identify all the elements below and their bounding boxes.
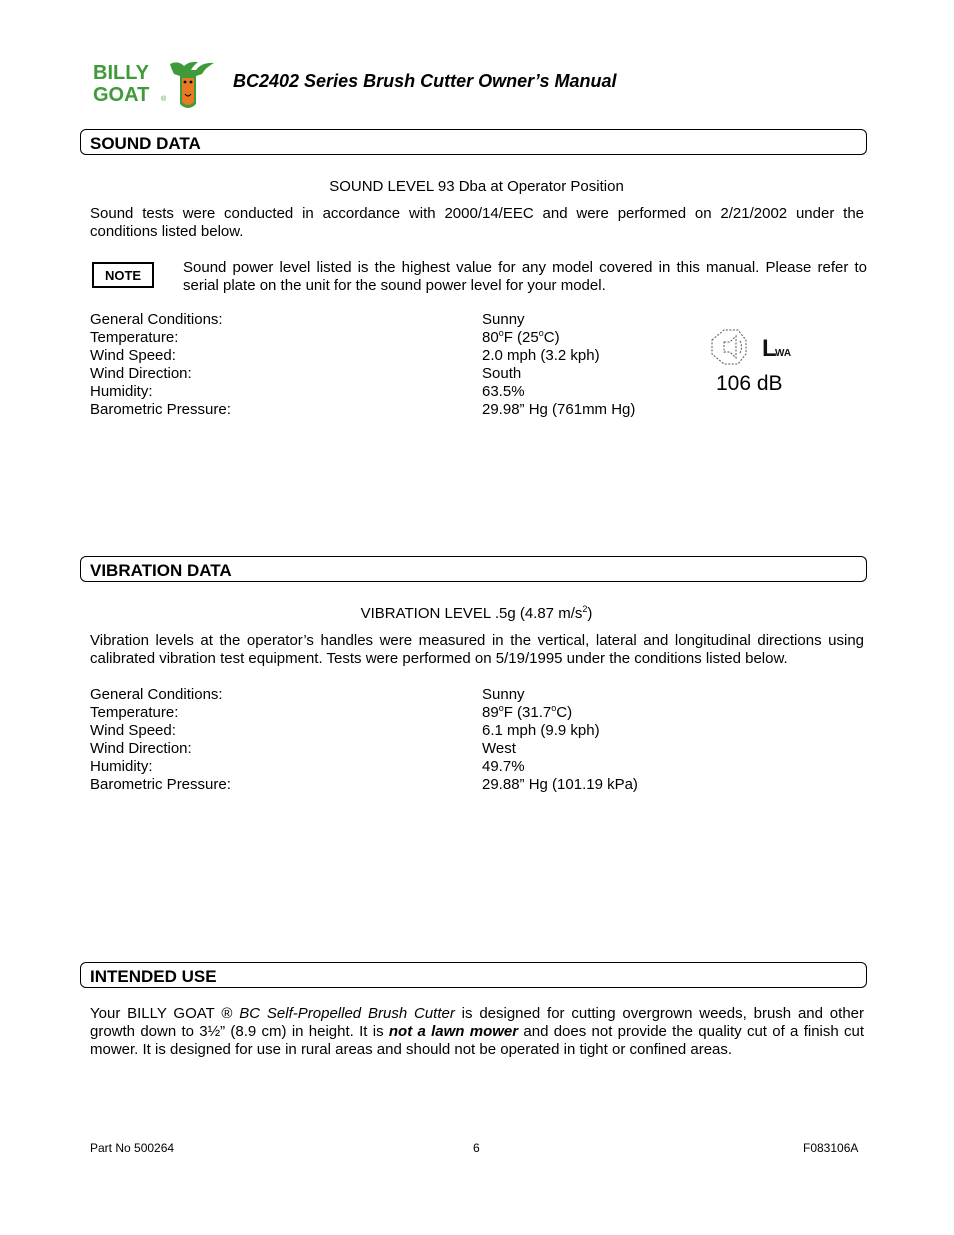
list-item — [90, 722, 710, 740]
sound-data-section-header — [80, 129, 867, 155]
condition-label: Humidity: — [90, 758, 153, 775]
vibration-data-heading: VIBRATION DATA — [90, 561, 232, 580]
list-item — [90, 311, 710, 329]
speaker-icon — [712, 330, 746, 364]
not-a-lawn-mower-warning: not a lawn mower — [388, 1023, 519, 1040]
temperature-unit: C) — [543, 329, 560, 346]
condition-value: South — [482, 365, 522, 382]
condition-label: Wind Direction: — [90, 365, 192, 382]
logo-text-billy: BILLY — [93, 62, 149, 84]
product-name: BC Self-Propelled Brush Cutter — [239, 1005, 455, 1022]
footer-form-number: F083106A — [803, 1141, 859, 1155]
degree-symbol: o — [551, 703, 557, 713]
condition-value: 49.7% — [482, 758, 525, 775]
billy-goat-logo — [92, 58, 218, 112]
logo-text-goat: GOAT — [93, 84, 150, 106]
sound-level-line: SOUND LEVEL 93 Dba at Operator Position — [329, 178, 624, 195]
list-item — [90, 686, 710, 704]
condition-value: 2.0 mph (3.2 kph) — [482, 347, 600, 364]
list-item — [90, 365, 710, 383]
intended-use-heading: INTENDED USE — [90, 967, 217, 986]
temperature-celsius: F (31.7 — [503, 704, 552, 721]
sound-intro-paragraph: Sound tests were conducted in accordance with 2000/14/EEC and were performed on 2/21/2002 under the conditions listed below. — [90, 205, 864, 240]
condition-label: Temperature: — [90, 329, 179, 346]
intended-use-text-1: Your BILLY GOAT ® — [90, 1005, 240, 1022]
condition-label: Barometric Pressure: — [90, 776, 231, 793]
condition-label: Temperature: — [90, 704, 179, 721]
footer-part-number: Part No 500264 — [90, 1141, 175, 1155]
list-item — [90, 383, 710, 401]
degree-symbol: o — [498, 328, 504, 338]
list-item — [90, 704, 710, 722]
intended-use-section-header — [80, 962, 867, 988]
condition-value: 63.5% — [482, 383, 525, 400]
sound-data-heading: SOUND DATA — [90, 134, 201, 153]
document-title: BC2402 Series Brush Cutter Owner’s Manual — [233, 71, 617, 91]
temperature-celsius: F (25 — [503, 329, 539, 346]
lwa-subscript: WA — [775, 348, 792, 359]
condition-value — [482, 704, 572, 722]
condition-value: West — [482, 740, 516, 757]
intended-use-paragraph — [90, 1005, 864, 1059]
footer-page-number: 6 — [473, 1141, 480, 1155]
note-text: Sound power level listed is the highest value for any model covered in this manual. Please refer to serial plate on the unit for the sound power level for your model. — [183, 259, 867, 294]
condition-value: 6.1 mph (9.9 kph) — [482, 722, 600, 739]
vibration-data-section-header — [80, 556, 867, 582]
condition-label: General Conditions: — [90, 311, 223, 328]
temperature-fahrenheit: 89 — [482, 704, 499, 721]
degree-symbol: o — [498, 703, 504, 713]
degree-symbol: o — [538, 328, 544, 338]
lwa-l: L — [762, 335, 777, 362]
sound-power-value: 106 dB — [716, 372, 783, 395]
list-item — [90, 776, 710, 794]
condition-label: Barometric Pressure: — [90, 401, 231, 418]
condition-value — [482, 329, 560, 347]
temperature-unit: C) — [556, 704, 573, 721]
vibration-intro-paragraph: Vibration levels at the operator’s handles were measured in the vertical, lateral and longitudinal directions using calibrated vibration test equipment. Tests were performed on 5/19/1995 under the conditions listed below. — [90, 632, 864, 667]
list-item — [90, 329, 710, 347]
sound-conditions-list — [90, 311, 710, 419]
vibration-level-close: ) — [587, 605, 593, 622]
intended-use-text-2: is designed for cutting overgrown weeds, brush and other growth down to 3½” (8.9 cm) in height. It is — [90, 1005, 864, 1040]
temperature-fahrenheit: 80 — [482, 329, 499, 346]
condition-label: Wind Speed: — [90, 347, 176, 364]
condition-value: Sunny — [482, 311, 525, 328]
condition-label: Wind Direction: — [90, 740, 192, 757]
condition-value: 29.98” Hg (761mm Hg) — [482, 401, 636, 418]
list-item — [90, 740, 710, 758]
condition-value: Sunny — [482, 686, 525, 703]
condition-label: Humidity: — [90, 383, 153, 400]
vibration-level-text: VIBRATION LEVEL .5g (4.87 m/s — [360, 605, 583, 622]
note-badge: NOTE — [92, 262, 154, 288]
condition-label: General Conditions: — [90, 686, 223, 703]
list-item — [90, 401, 710, 419]
logo-registered-mark: ® — [161, 96, 167, 103]
squared-superscript: 2 — [582, 604, 588, 614]
list-item — [90, 347, 710, 365]
list-item — [90, 758, 710, 776]
intended-use-text-3: and does not provide the quality cut of a finish cut mower. It is designed for use in rural areas and should not be operated in tight or confined areas. — [90, 1023, 865, 1058]
condition-value: 29.88” Hg (101.19 kPa) — [482, 776, 638, 793]
vibration-conditions-list — [90, 686, 710, 794]
condition-label: Wind Speed: — [90, 722, 176, 739]
vibration-level-line — [90, 605, 863, 622]
